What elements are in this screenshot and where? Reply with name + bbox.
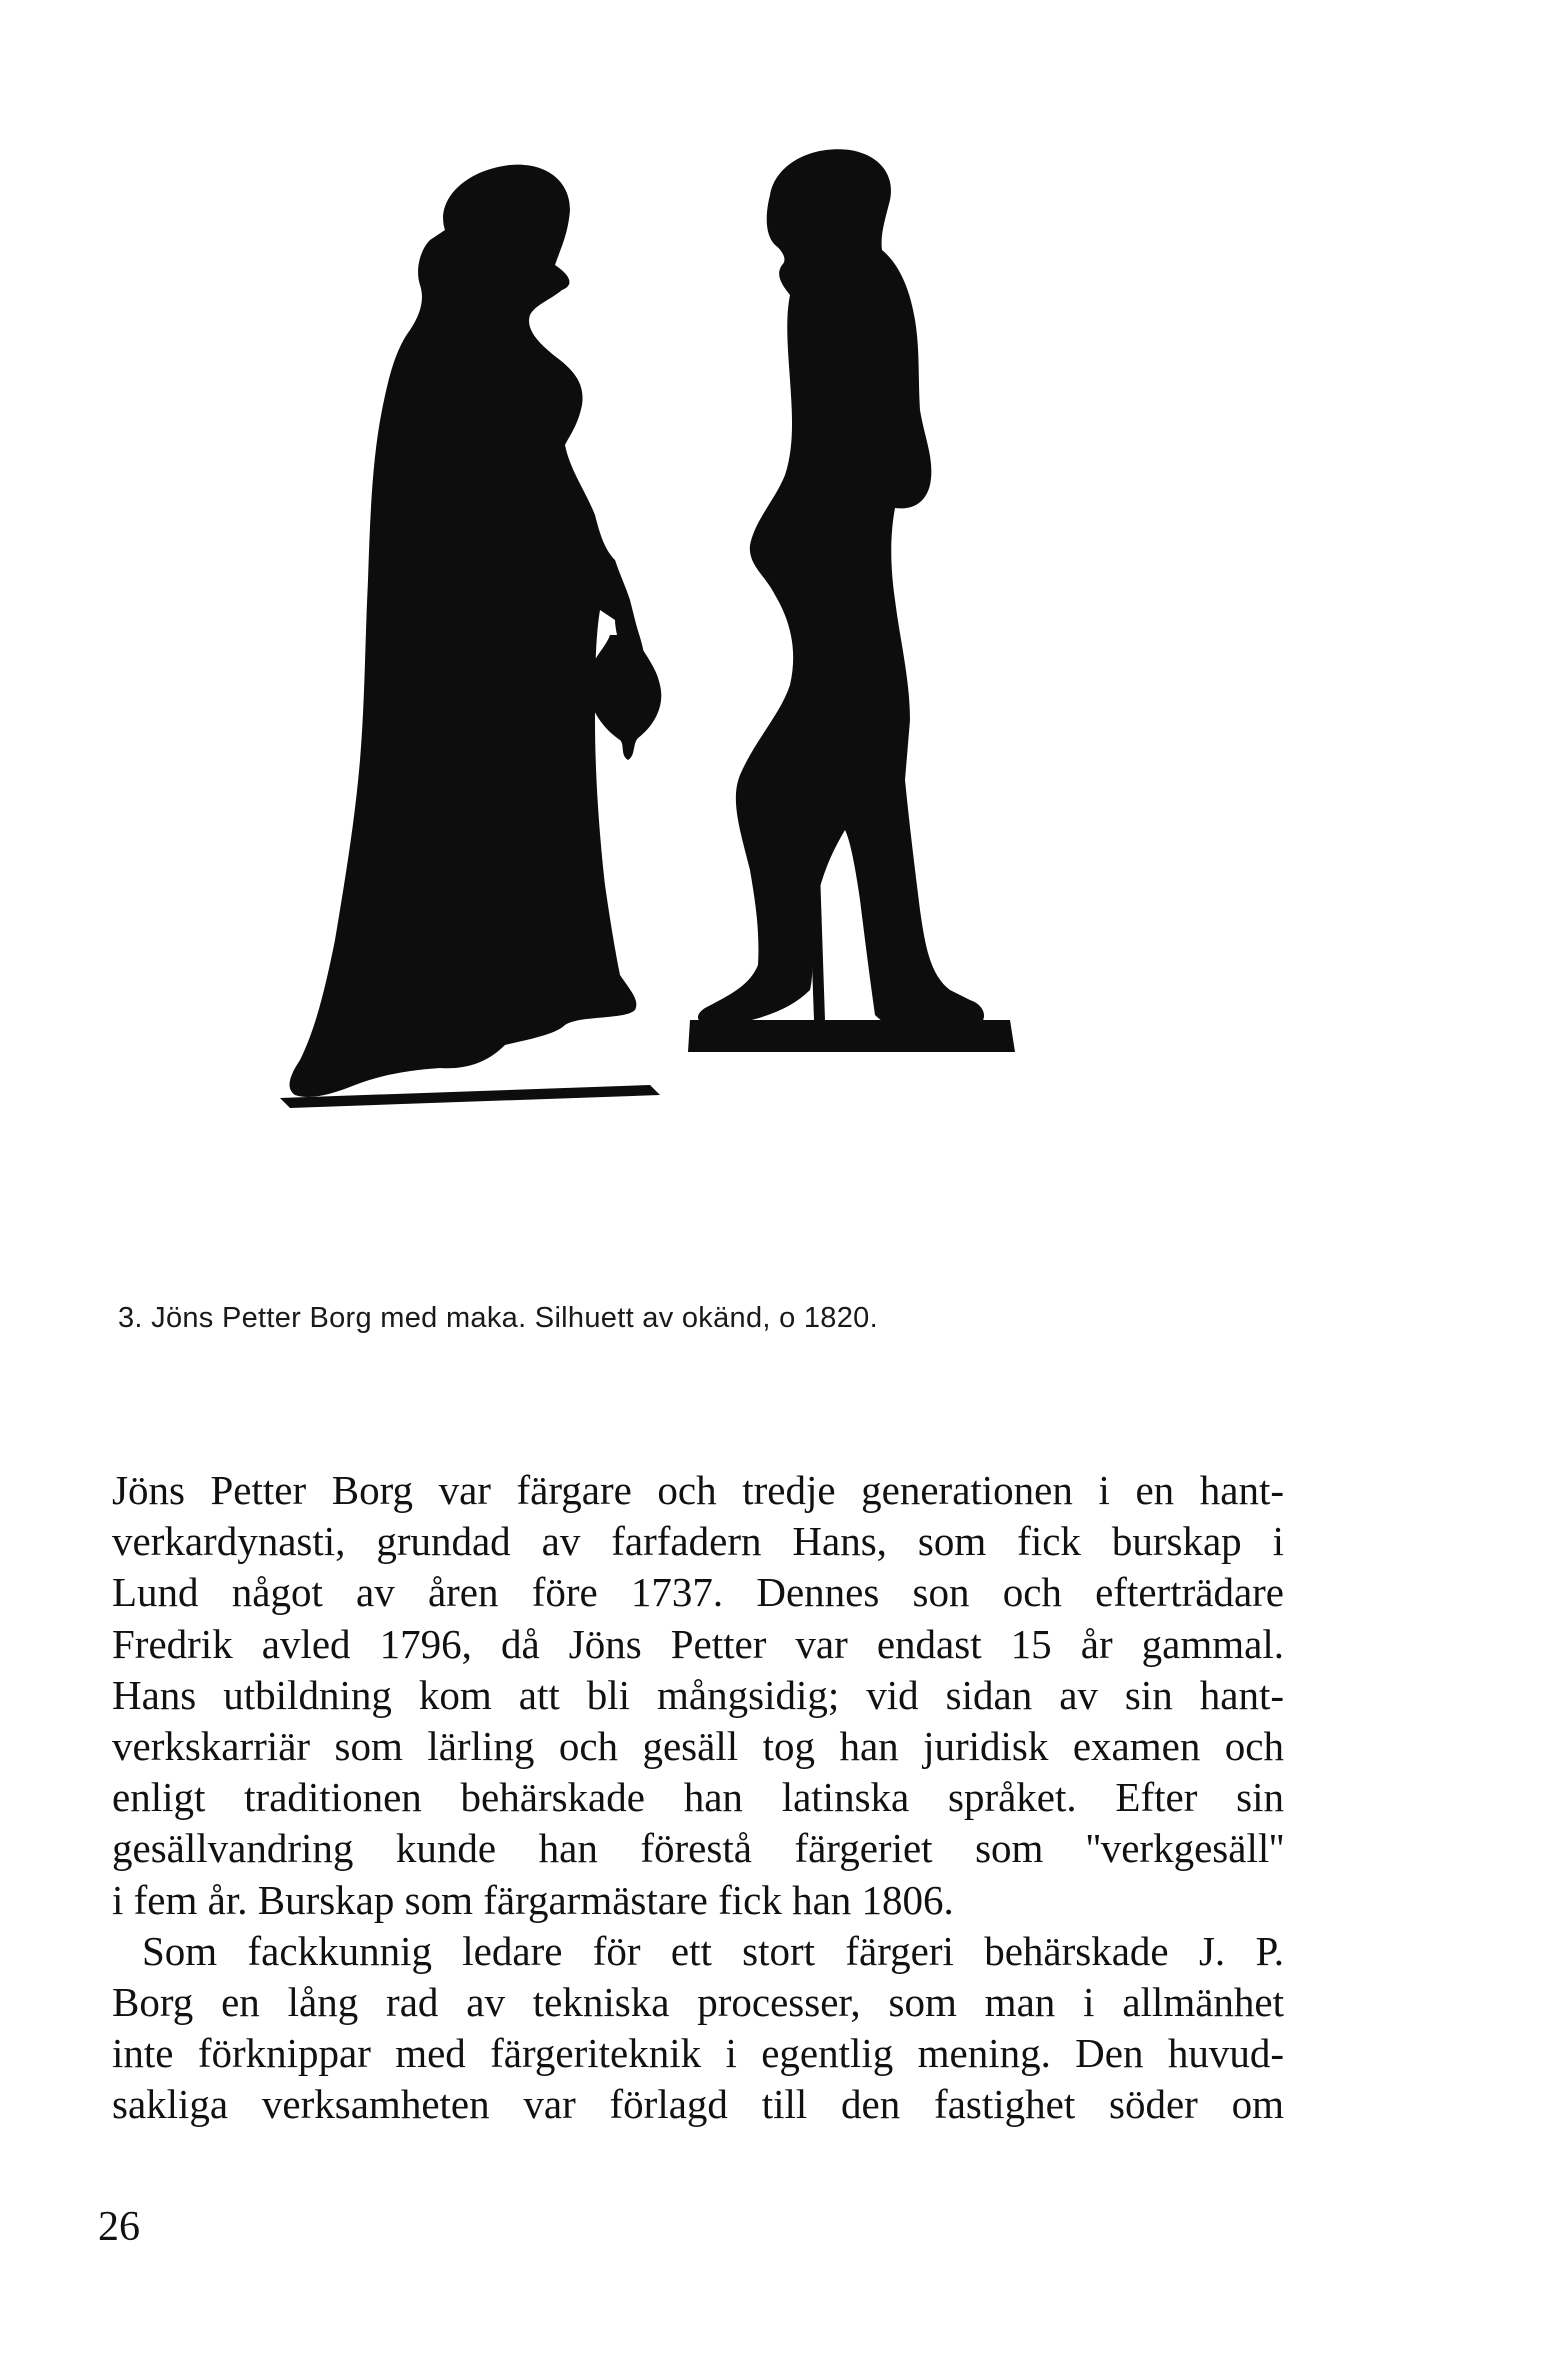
text-line: inte förknippar med färgeriteknik i egentlig mening. Den huvud- — [112, 2030, 1284, 2077]
text-line: i fem år. Burskap som färgarmästare fick han 1806. — [112, 1876, 954, 1923]
text-line: verkskarriär som lärling och gesäll tog han juridisk examen och — [112, 1722, 1284, 1769]
text-line: Hans utbildning kom att bli mångsidig; vid sidan av sin hant- — [112, 1671, 1284, 1718]
paragraph-2 — [112, 1926, 1284, 2131]
text-line: enligt traditionen behärskade han latinska språket. Efter sin — [112, 1774, 1284, 1821]
body-text — [112, 1465, 1284, 2130]
page-number: 26 — [98, 2204, 140, 2250]
silhouette-figure — [270, 140, 1080, 1280]
text-line: sakliga verksamheten var förlagd till den fastighet söder om — [112, 2081, 1284, 2128]
handbag-silhouette — [588, 635, 661, 760]
text-line: Borg en lång rad av tekniska processer, som man i allmänhet — [112, 1978, 1284, 2025]
text-line: gesällvandring kunde han förestå färgeriet som ''verkgesäll'' — [112, 1825, 1284, 1872]
text-line: Fredrik avled 1796, då Jöns Petter var endast 15 år gammal. — [112, 1620, 1284, 1667]
figure-caption: 3. Jöns Petter Borg med maka. Silhuett av okänd, o 1820. — [118, 1302, 878, 1334]
text-line: Lund något av åren före 1737. Dennes son och efterträdare — [112, 1569, 1284, 1616]
woman-silhouette — [290, 165, 645, 1097]
silhouette-image — [270, 140, 1080, 1280]
text-line: verkardynasti, grundad av farfadern Hans, som fick burskap i — [112, 1518, 1284, 1565]
man-silhouette — [698, 149, 984, 1032]
paragraph-1 — [112, 1465, 1284, 1926]
text-line: Jöns Petter Borg var färgare och tredje generationen i en hant- — [112, 1467, 1284, 1513]
text-line: Som fackkunnig ledare för ett stort färgeri behärskade J. P. — [142, 1927, 1284, 1974]
